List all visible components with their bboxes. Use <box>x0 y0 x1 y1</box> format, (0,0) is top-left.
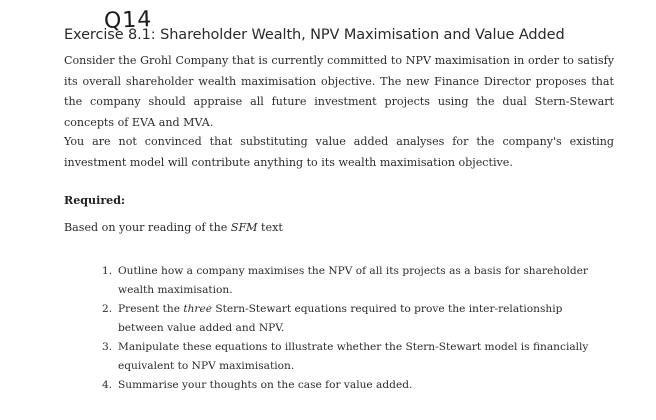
exercise-heading <box>64 7 634 49</box>
list-item <box>102 262 602 300</box>
list-item <box>102 338 602 376</box>
list-item <box>102 376 602 395</box>
question-number: 1. <box>102 265 113 277</box>
question-number: 4. <box>102 379 113 391</box>
context-paragraph: You are not convinced that substituting value added analyses for the company's existing investment model will contribute anything to its wealth maximisation objective. <box>64 135 614 169</box>
question-text-emphasis: three <box>183 303 213 315</box>
reading-instruction-prefix: Based on your reading of the <box>64 221 231 234</box>
question-text-start: Present the <box>118 303 184 315</box>
question-list <box>102 262 602 395</box>
reading-instruction-suffix: text <box>257 221 283 234</box>
list-item <box>102 300 602 338</box>
question-text: Summarise your thoughts on the case for value added. <box>118 379 413 391</box>
intro-paragraph: Consider the Grohl Company that is currently committed to NPV maximisation in order to satisfy its overall shareholder wealth maximisation objective. The new Finance Director proposes that the company should appraise all future investment projects using the dual Stern-Stewart concepts of EVA and MVA. <box>64 54 614 129</box>
handwritten-question-number: Q14 <box>103 7 153 34</box>
question-number: 2. <box>102 303 113 315</box>
required-heading: Required: <box>64 194 126 207</box>
question-number: 3. <box>102 341 113 353</box>
question-text-end: Stern-Stewart equations required to prove the inter-relationship between value added and NPV. <box>118 303 563 334</box>
exercise-title: Exercise 8.1: Shareholder Wealth, NPV Maximisation and Value Added <box>64 27 565 43</box>
reading-instruction-book: SFM <box>230 221 258 234</box>
question-text: Manipulate these equations to illustrate whether the Stern-Stewart model is financially equivalent to NPV maximisation. <box>118 341 589 372</box>
question-text: Outline how a company maximises the NPV of all its projects as a basis for shareholder wealth maximisation. <box>118 265 588 296</box>
reading-instruction <box>64 221 283 234</box>
